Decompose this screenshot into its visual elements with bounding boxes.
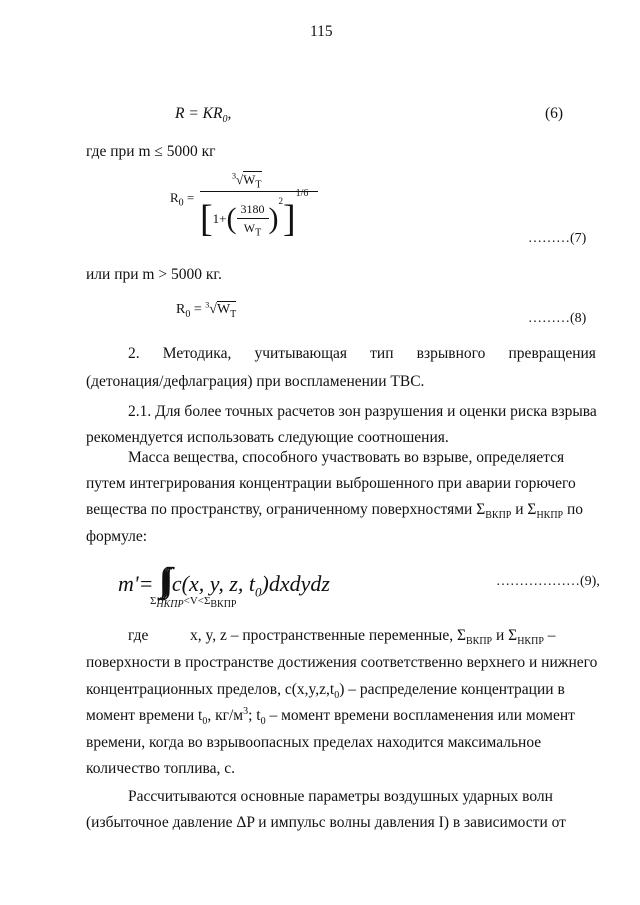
eq7-lhs-sub: 0	[178, 197, 184, 209]
heading2-word: Методика,	[162, 345, 232, 362]
eq7-numer: W	[243, 172, 256, 187]
eq7-inner-num: 3180	[237, 202, 269, 219]
equation-8: $R_0 = ^3√W_T$	[176, 300, 237, 320]
eq7-outer-power: 1/6	[295, 188, 309, 199]
heading2-word: тип	[370, 345, 394, 362]
eq9-lhs: m'=	[118, 571, 154, 596]
eq6-tail: ,	[227, 105, 232, 122]
eq7-denominator: [1+( $\frac{3180}{W_T}$ )$^2$]$^{1/6}$	[200, 188, 309, 241]
condition-mass-le: где при m ≤ 5000 кг	[86, 143, 216, 160]
equation-6-tag: (6)	[545, 105, 564, 122]
mass-paragraph-line3: вещества по пространству, ограниченному поверхностями $\Sigma_{ВКПР}$ и $\Sigma_{НКПР}$ по	[86, 501, 584, 522]
mass-paragraph-line2: путем интегрирования концентрации выброшенного при аварии горючего	[86, 475, 576, 492]
where-line1: x, y, z – пространственные переменные, $\Sigma_{ВКПР}$ и $\Sigma_{НКПР}$ –	[190, 627, 556, 648]
eq7-numerator: $^3√W_T$	[232, 171, 262, 191]
equation-7-tag: ………(7)	[528, 231, 587, 246]
eq7-power: 2	[278, 196, 283, 206]
mass-paragraph-line1: Масса вещества, способного участвовать во взрыве, определяется	[128, 449, 565, 466]
equation-6	[175, 104, 232, 126]
eq7-lhs: R	[170, 190, 179, 205]
section-2-heading-line1	[128, 345, 596, 363]
heading2-word: 2.	[128, 345, 140, 362]
where-line3: концентрационных пределов, $c(x,y,z,t_0)$ – распределение концентрации в	[86, 681, 565, 702]
where-line2: поверхности в пространстве достижения соответственно верхнего и нижнего	[86, 654, 598, 671]
heading2-word: взрывного	[416, 345, 486, 362]
eq6-formula: R = KR	[175, 105, 223, 122]
eq9-limits: $\Sigma_{НКПР}<V<\Sigma_{ВКПР}$	[150, 595, 237, 611]
heading2-word: превращения	[508, 345, 596, 362]
eq9-body-tail: )dxdydz	[261, 571, 330, 596]
where-line5: времени, когда во взрывоопасных пределах находится максимальное	[86, 734, 542, 751]
heading2-word: учитывающая	[254, 345, 348, 362]
condition-mass-gt: или при m > 5000 кг.	[86, 266, 222, 283]
mass-paragraph-line4: формуле:	[86, 528, 148, 545]
where-label: где	[128, 627, 149, 644]
equation-9-tag: ………………(9),	[496, 574, 600, 589]
eq6-sub: 0	[222, 114, 228, 126]
eq7-numer-sub: T	[255, 179, 262, 191]
eq7-root-index: 3	[232, 171, 236, 181]
where-line4: момент времени $t_0$, $кг/м^3$; $t_0$ – момент времени воспламенения или момент	[86, 705, 575, 728]
eq7-inner-den-sub: T	[255, 227, 262, 239]
paragraph-2-1-line1: 2.1. Для более точных расчетов зон разрушения и оценки риска взрыва	[128, 403, 597, 420]
eq9-body-sub: 0	[255, 584, 262, 600]
last-paragraph-line1: Рассчитываются основные параметры воздушных ударных волн	[128, 788, 553, 805]
eq8-root-index: 3	[205, 300, 210, 310]
equation-7: $R_0$ = $^3√W_T$ [1+( $\frac{3180}{W_T}$ )$^2$]$^{1/6}$	[170, 170, 330, 250]
page-number: 115	[310, 23, 333, 40]
where-line6: количество топлива, с.	[86, 760, 236, 777]
eq9-integrals: ∫∫∫	[158, 562, 166, 599]
eq8-rad-sub: T	[230, 308, 237, 320]
equation-8-tag: ………(8)	[528, 311, 587, 326]
eq7-inner-den: W	[243, 221, 256, 236]
eq7-one-plus: 1+	[212, 211, 227, 227]
eq8-rad: W	[216, 302, 231, 317]
last-paragraph-line2: (избыточное давление ΔP и импульс волны давления I) в зависимости от	[86, 814, 566, 831]
eq8-lhs-sub: 0	[185, 308, 191, 320]
eq8-lhs: R	[176, 302, 186, 317]
eq9-body: c(x, y, z, t	[171, 571, 255, 596]
section-2-heading-line2: (детонация/дефлаграция) при воспламенении ТВС.	[86, 373, 425, 390]
paragraph-2-1-line2: рекомендуется использовать следующие соотношения.	[86, 429, 449, 446]
